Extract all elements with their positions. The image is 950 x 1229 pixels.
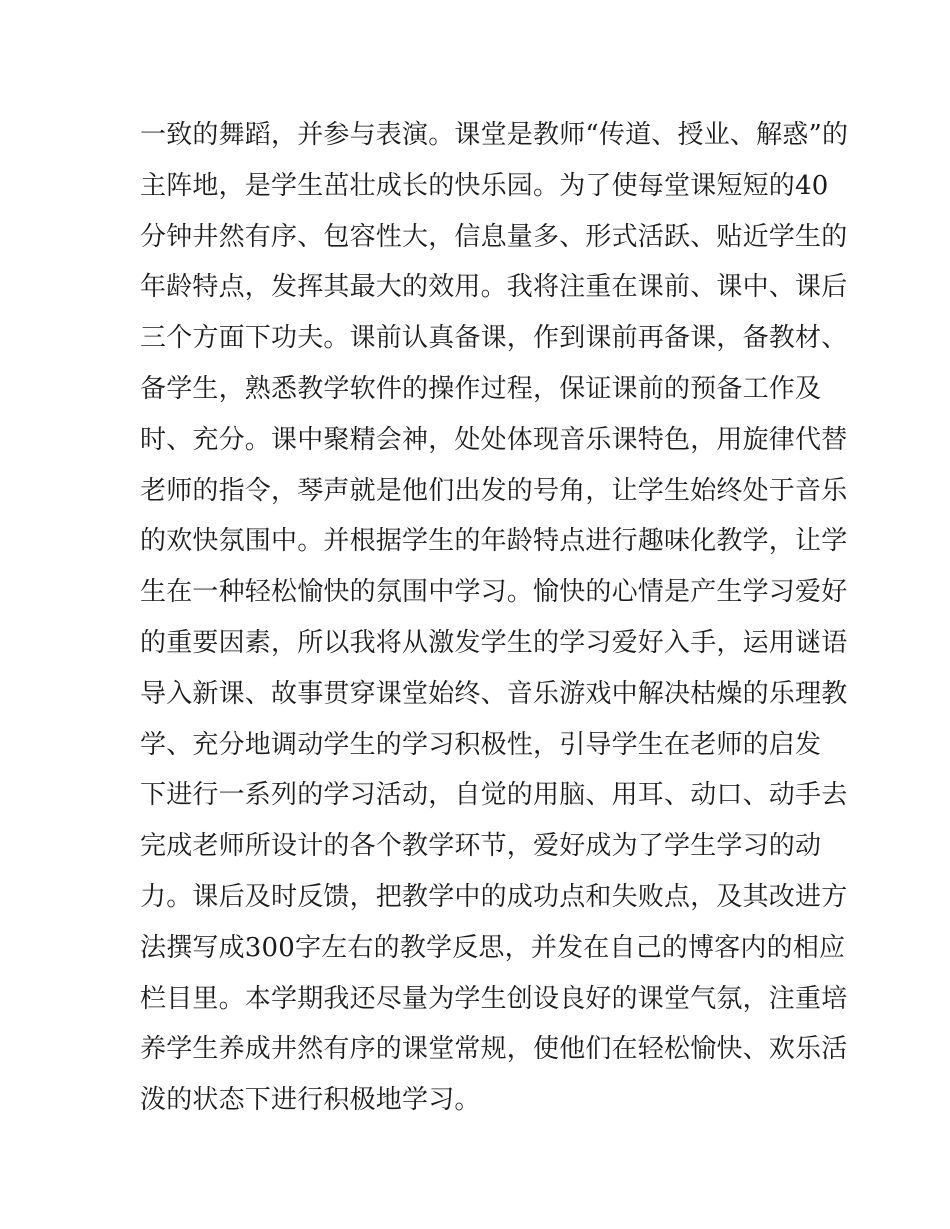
text-line: 分钟井然有序、包容性大，信息量多、形式活跃、贴近学生的 bbox=[140, 221, 848, 252]
text-line: 备学生，熟悉教学软件的操作过程，保证课前的预备工作及 bbox=[140, 373, 822, 404]
text-line: 法撰写成300字左右的教学反思，并发在自己的博客内的相应 bbox=[140, 932, 846, 963]
text-line: 的欢快氛围中。并根据学生的年龄特点进行趣味化教学，让学 bbox=[140, 526, 848, 557]
text-line: 的重要因素，所以我将从激发学生的学习爱好入手，运用谜语 bbox=[140, 627, 848, 658]
text-line: 下进行一系列的学习活动，自觉的用脑、用耳、动口、动手去 bbox=[140, 780, 848, 811]
text-line: 老师的指令，琴声就是他们出发的号角，让学生始终处于音乐 bbox=[140, 475, 848, 506]
text-line: 力。课后及时反馈，把教学中的成功点和失败点，及其改进方 bbox=[140, 881, 848, 912]
text-line: 完成老师所设计的各个教学环节，爱好成为了学生学习的动 bbox=[140, 831, 822, 862]
text-line: 养学生养成井然有序的课堂常规，使他们在轻松愉快、欢乐活 bbox=[140, 1034, 848, 1065]
text-line: 泼的状态下进行积极地学习。 bbox=[140, 1085, 481, 1116]
text-line: 年龄特点，发挥其最大的效用。我将注重在课前、课中、课后 bbox=[140, 272, 848, 303]
body-paragraph bbox=[140, 110, 849, 1126]
text-line: 学、充分地调动学生的学习积极性，引导学生在老师的启发 bbox=[140, 729, 822, 760]
text-line: 生在一种轻松愉快的氛围中学习。愉快的心情是产生学习爱好 bbox=[140, 577, 848, 608]
text-line: 栏目里。本学期我还尽量为学生创设良好的课堂气氛，注重培 bbox=[140, 983, 848, 1014]
text-line: 主阵地，是学生茁壮成长的快乐园。为了使每堂课短短的40 bbox=[140, 170, 829, 201]
text-line: 一致的舞蹈，并参与表演。课堂是教师“传道、授业、解惑”的 bbox=[140, 120, 849, 150]
text-line: 时、充分。课中聚精会神，处处体现音乐课特色，用旋律代替 bbox=[140, 424, 848, 455]
text-line: 三个方面下功夫。课前认真备课，作到课前再备课，备教材、 bbox=[140, 323, 848, 354]
text-line: 导入新课、故事贯穿课堂始终、音乐游戏中解决枯燥的乐理教 bbox=[140, 678, 848, 709]
